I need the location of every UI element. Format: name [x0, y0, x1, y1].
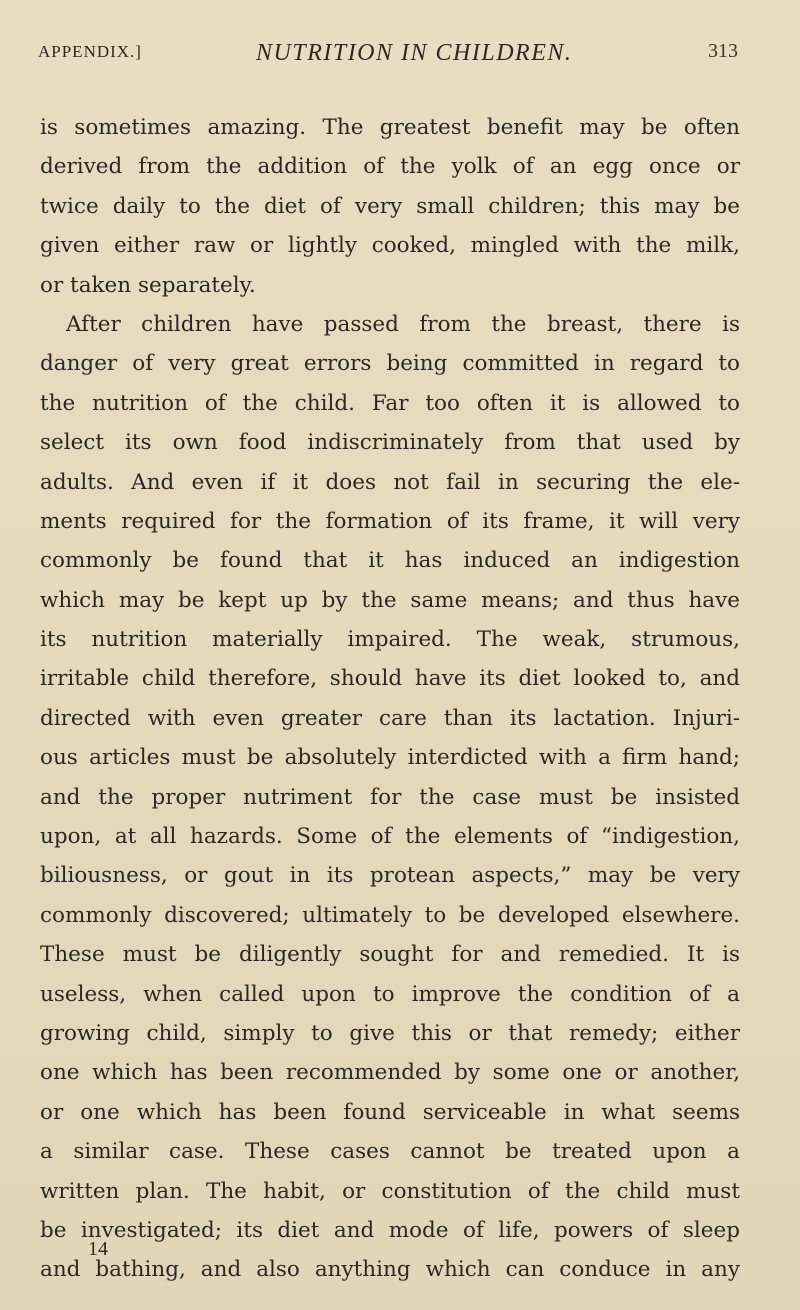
text-line: useless, when called upon to improve the condition of a [40, 981, 740, 1007]
text-line: or one which has been found serviceable in what seems [40, 1099, 740, 1125]
text-line: or taken separately. [40, 272, 256, 298]
text-line: directed with even greater care than its lactation. Injuri- [40, 705, 740, 731]
running-title: NUTRITION IN CHILDREN. [256, 40, 573, 66]
section-label: APPENDIX.] [38, 42, 142, 61]
text-line: select its own food indiscriminately from that used by [40, 430, 740, 456]
text-line: its nutrition materially impaired. The weak, strumous, [40, 627, 740, 653]
text-line: written plan. The habit, or constitution of the child must [40, 1178, 740, 1204]
page-number: 313 [708, 40, 738, 62]
text-line: irritable child therefore, should have its diet looked to, and [40, 666, 740, 692]
running-header [38, 42, 738, 78]
text-line: the nutrition of the child. Far too often it is allowed to [40, 390, 740, 416]
text-line: biliousness, or gout in its protean aspects,” may be very [40, 863, 740, 889]
text-line: commonly discovered; ultimately to be developed elsewhere. [40, 902, 740, 928]
text-line: is sometimes amazing. The greatest benefit may be often [40, 115, 740, 140]
text-line: upon, at all hazards. Some of the elements of “indigestion, [40, 824, 740, 850]
text-line: a similar case. These cases cannot be treated upon a [40, 1139, 740, 1165]
text-line: These must be diligently sought for and remedied. It is [40, 942, 740, 968]
text-line: growing child, simply to give this or that remedy; either [40, 1020, 740, 1046]
text-line: twice daily to the diet of very small children; this may be [40, 193, 740, 219]
text-line: After children have passed from the breast, there is [66, 311, 740, 337]
text-line: danger of very great errors being committed in regard to [40, 351, 740, 377]
text-line: commonly be found that it has induced an indigestion [40, 548, 740, 574]
text-line: adults. And even if it does not fail in securing the ele- [40, 469, 740, 495]
text-line: be investigated; its diet and mode of life, powers of sleep [40, 1217, 740, 1243]
text-line: and the proper nutriment for the case must be insisted [40, 784, 740, 810]
text-line: which may be kept up by the same means; and thus have [40, 587, 740, 613]
signature-mark: 14 [88, 1238, 108, 1260]
text-line: derived from the addition of the yolk of an egg once or [40, 154, 740, 180]
text-line: one which has been recommended by some one or another, [40, 1060, 740, 1086]
text-line: ments required for the formation of its frame, it will very [40, 508, 740, 534]
text-line: and bathing, and also anything which can conduce in any [40, 1257, 740, 1283]
body-text [40, 108, 740, 1290]
text-line: given either raw or lightly cooked, mingled with the milk, [40, 233, 740, 259]
text-line: ous articles must be absolutely interdicted with a firm hand; [40, 745, 740, 771]
